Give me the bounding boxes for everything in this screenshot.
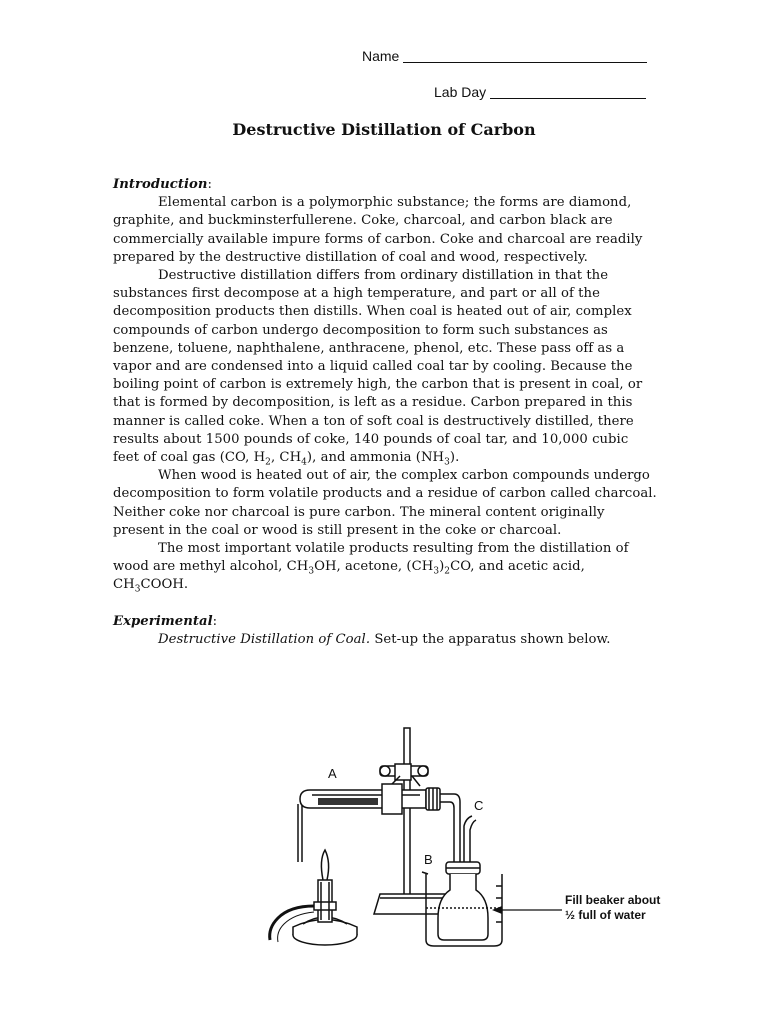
- experimental-heading-row: Experimental:: [113, 613, 218, 629]
- lab-day-blank-line: [490, 84, 646, 99]
- label-b: B: [424, 852, 433, 867]
- lab-day-label: Lab Day: [434, 84, 487, 100]
- ring-stand: [374, 728, 456, 914]
- name-blank-line: [403, 48, 647, 63]
- experimental-step: Destructive Distillation of Coal. Set-up the apparatus shown below.: [158, 631, 611, 647]
- distillation-apparatus-figure: [250, 722, 570, 954]
- label-a: A: [328, 766, 337, 781]
- intro-paragraph-1: Elemental carbon is a polymorphic substance; the forms are diamond, graphite, and buckminsterfullerene. Coke, charcoal, and carbon black are commercially available impure forms of carbon. Coke and charcoal are readily prepared by the destructive distillation of coal and wood, respectively.: [113, 195, 643, 265]
- lab-day-field-row: [434, 84, 646, 100]
- document-body: [113, 176, 657, 649]
- intro-paragraph-2: Destructive distillation differs from ordinary distillation in that the substances first decompose at a high temperature, and part or all of the decomposition products then distills. When coal is heated out of air, complex compounds of carbon undergo decomposition to form such substances as benzene, toluene, naphthalene, anthracene, phenol, etc. These pass off as a vapor and are condensed into a liquid called coal tar by cooling. Because the boiling point of carbon is extremely high, the carbon that is present in coal, or that is formed by decomposition, is left as a residue. Carbon prepared in this manner is called coke. When a ton of soft coal is destructively distilled, there results about 1500 pounds of coke, 140 pounds of coal tar, and 10,000 cubic feet of coal gas (CO, $H_2$, $CH_4$), and ammonia $(NH_3)$.: [113, 268, 643, 468]
- stand-left-support: [298, 804, 302, 862]
- caption-line-2: ½ full of water: [565, 908, 646, 922]
- document-title: Destructive Distillation of Carbon: [232, 120, 536, 139]
- experimental-heading: Experimental: [113, 613, 213, 629]
- introduction-heading: Introduction: [113, 177, 208, 192]
- name-label: Name: [362, 48, 400, 64]
- introduction-heading-row: Introduction:: [113, 177, 213, 192]
- bunsen-burner: [270, 850, 357, 945]
- intro-paragraph-4: The most important volatile products resulting from the distillation of wood are methyl alcohol, $CH_3OH$, acetone, $(CH_3)_2CO$, and acetic acid, $CH_3COOH$.: [113, 541, 629, 596]
- label-c: C: [474, 798, 484, 813]
- flask-b: [438, 862, 488, 940]
- caption-line-1: Fill beaker about: [565, 893, 661, 907]
- test-tube-a: [300, 784, 440, 814]
- figure-caption: [565, 893, 660, 923]
- intro-paragraph-3: When wood is heated out of air, the complex carbon compounds undergo decomposition to form volatile products and a residue of carbon called charcoal. Neither coke nor charcoal is pure carbon. The mineral content originally present in the coal or wood is still present in the coke or charcoal.: [113, 468, 657, 538]
- name-field-row: [362, 48, 647, 64]
